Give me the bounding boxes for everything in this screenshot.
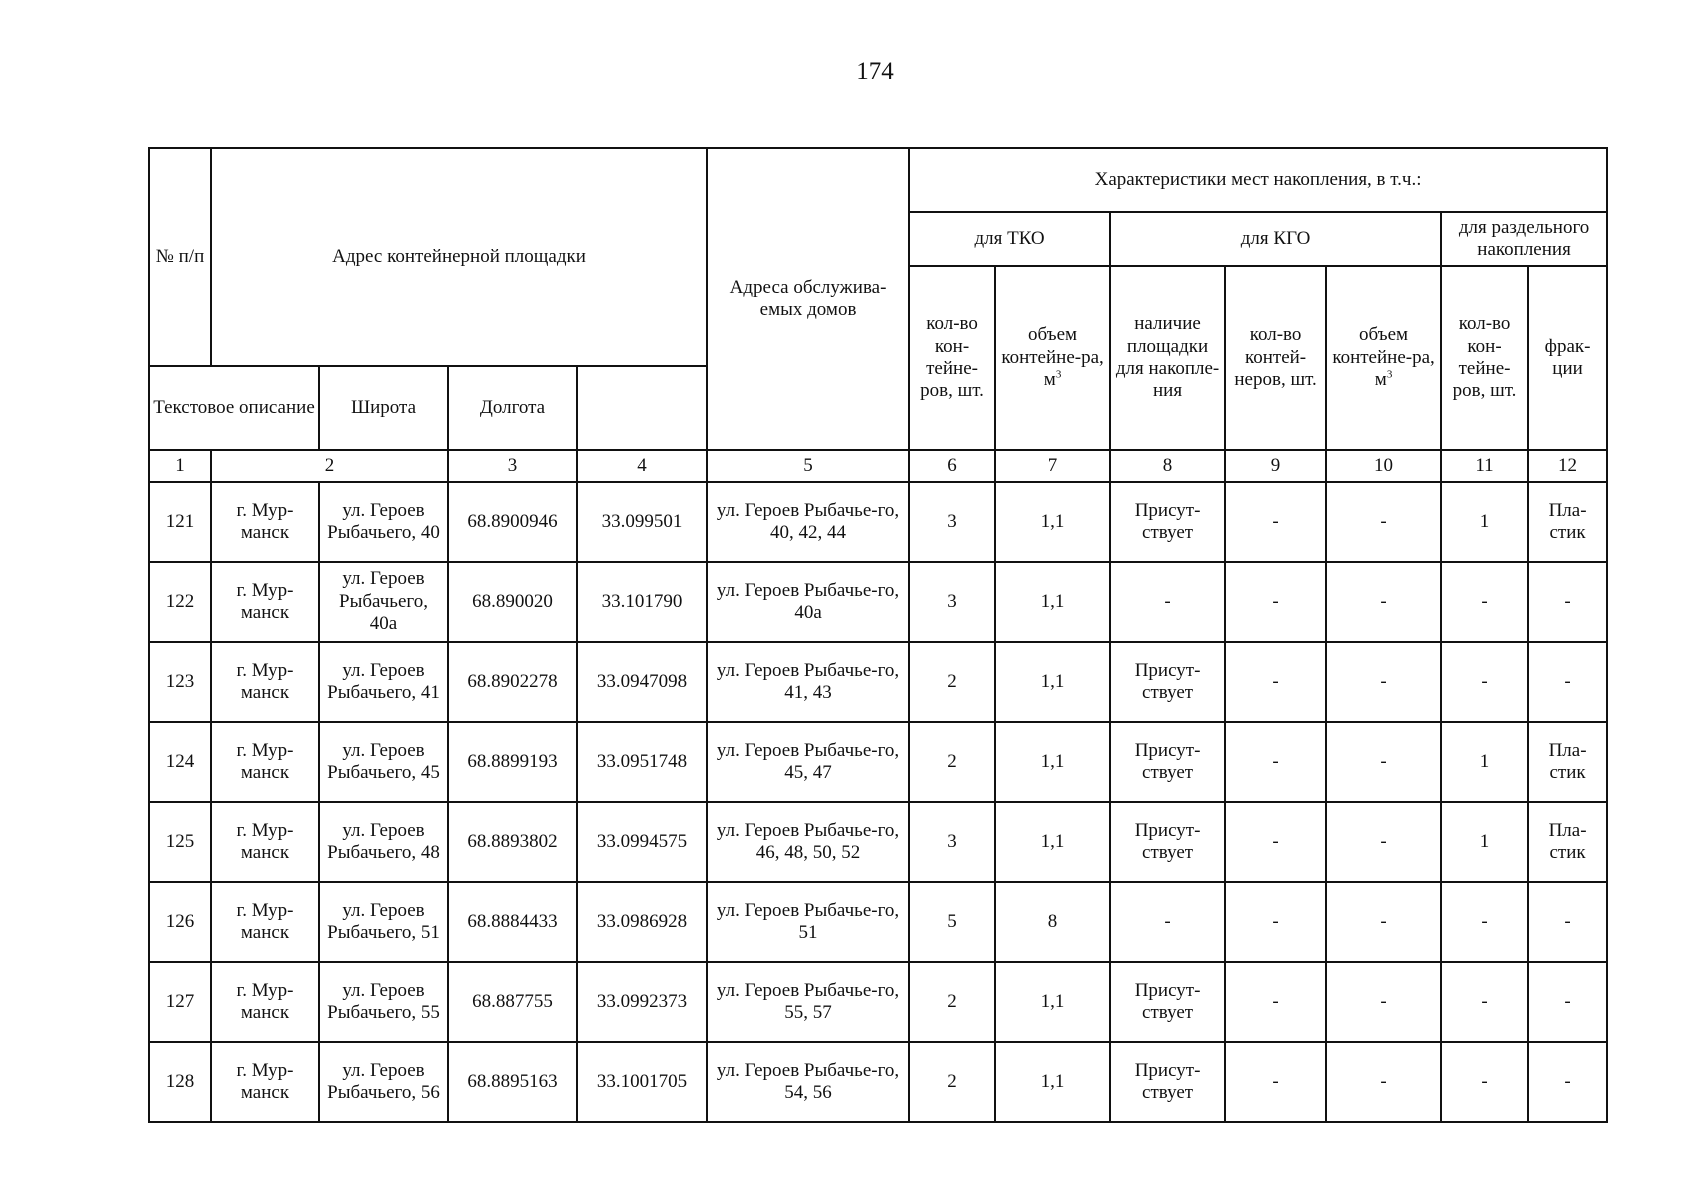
cell-sep-count: 1 <box>1441 722 1528 802</box>
cell-kgo-volume: - <box>1326 562 1441 642</box>
column-numbers-row <box>149 450 1607 482</box>
cell-sep-count: 1 <box>1441 482 1528 562</box>
cell-kgo-count: - <box>1225 1042 1326 1122</box>
cell-kgo-site: Присут-ствует <box>1110 482 1225 562</box>
header-served-houses: Адреса обслужива-емых домов <box>707 148 909 450</box>
cell-sep-count: - <box>1441 642 1528 722</box>
cell-latitude: 68.8884433 <box>448 882 577 962</box>
cell-tko-count: 2 <box>909 642 995 722</box>
table-body <box>149 482 1607 1122</box>
column-number: 5 <box>707 450 909 482</box>
cell-street: ул. Героев Рыбачьего, 41 <box>319 642 448 722</box>
table-row <box>149 482 1607 562</box>
cell-longitude: 33.0986928 <box>577 882 707 962</box>
table-row <box>149 962 1607 1042</box>
cell-street: ул. Героев Рыбачьего, 40а <box>319 562 448 642</box>
header-kgo-site: наличие площадки для накопле-ния <box>1110 266 1225 450</box>
cell-latitude: 68.8899193 <box>448 722 577 802</box>
cell-latitude: 68.890020 <box>448 562 577 642</box>
cell-kgo-count: - <box>1225 642 1326 722</box>
cell-kgo-count: - <box>1225 882 1326 962</box>
cell-street: ул. Героев Рыбачьего, 55 <box>319 962 448 1042</box>
cell-kgo-site: Присут-ствует <box>1110 642 1225 722</box>
column-number: 10 <box>1326 450 1441 482</box>
cell-sep-count: - <box>1441 1042 1528 1122</box>
cell-num: 122 <box>149 562 211 642</box>
cell-kgo-count: - <box>1225 962 1326 1042</box>
cell-city: г. Мур-манск <box>211 802 319 882</box>
cell-latitude: 68.8902278 <box>448 642 577 722</box>
cell-street: ул. Героев Рыбачьего, 45 <box>319 722 448 802</box>
cell-kgo-volume: - <box>1326 1042 1441 1122</box>
cell-tko-count: 2 <box>909 722 995 802</box>
column-number: 7 <box>995 450 1110 482</box>
header-kgo-group: для КГО <box>1110 212 1441 266</box>
cell-num: 124 <box>149 722 211 802</box>
cell-street: ул. Героев Рыбачьего, 48 <box>319 802 448 882</box>
cell-city: г. Мур-манск <box>211 1042 319 1122</box>
cell-sep-count: 1 <box>1441 802 1528 882</box>
cell-served-houses: ул. Героев Рыбачье-го, 40, 42, 44 <box>707 482 909 562</box>
cell-tko-volume: 1,1 <box>995 1042 1110 1122</box>
cell-served-houses: ул. Героев Рыбачье-го, 54, 56 <box>707 1042 909 1122</box>
column-number: 6 <box>909 450 995 482</box>
cell-kgo-count: - <box>1225 482 1326 562</box>
cell-num: 126 <box>149 882 211 962</box>
cell-longitude: 33.0947098 <box>577 642 707 722</box>
table-row <box>149 882 1607 962</box>
cell-sep-count: - <box>1441 562 1528 642</box>
cell-tko-volume: 1,1 <box>995 562 1110 642</box>
cell-tko-volume: 1,1 <box>995 482 1110 562</box>
cell-tko-count: 3 <box>909 562 995 642</box>
cell-kgo-site: Присут-ствует <box>1110 722 1225 802</box>
cell-num: 125 <box>149 802 211 882</box>
column-number: 8 <box>1110 450 1225 482</box>
header-sep-count: кол-во кон-тейне-ров, шт. <box>1441 266 1528 450</box>
cell-kgo-site: Присут-ствует <box>1110 802 1225 882</box>
table-row <box>149 562 1607 642</box>
cell-longitude: 33.0951748 <box>577 722 707 802</box>
table-header <box>149 148 1607 482</box>
cell-sep-fraction: - <box>1528 562 1607 642</box>
header-tko-group: для ТКО <box>909 212 1110 266</box>
cell-kgo-volume: - <box>1326 482 1441 562</box>
cube-superscript: 3 <box>1386 368 1393 381</box>
column-number: 11 <box>1441 450 1528 482</box>
cell-latitude: 68.8900946 <box>448 482 577 562</box>
cube-superscript: 3 <box>1055 368 1062 381</box>
cell-served-houses: ул. Героев Рыбачье-го, 45, 47 <box>707 722 909 802</box>
cell-kgo-volume: - <box>1326 962 1441 1042</box>
header-characteristics: Характеристики мест накопления, в т.ч.: <box>909 148 1607 212</box>
header-address-group: Адрес контейнерной площадки <box>211 148 707 366</box>
cell-tko-count: 3 <box>909 802 995 882</box>
cell-sep-fraction: - <box>1528 1042 1607 1122</box>
cell-kgo-site: Присут-ствует <box>1110 1042 1225 1122</box>
cell-longitude: 33.1001705 <box>577 1042 707 1122</box>
cell-street: ул. Героев Рыбачьего, 51 <box>319 882 448 962</box>
header-separate-group: для раздельного накопления <box>1441 212 1607 266</box>
cell-city: г. Мур-манск <box>211 962 319 1042</box>
cell-served-houses: ул. Героев Рыбачье-го, 46, 48, 50, 52 <box>707 802 909 882</box>
cell-kgo-count: - <box>1225 802 1326 882</box>
cell-longitude: 33.099501 <box>577 482 707 562</box>
column-number: 1 <box>149 450 211 482</box>
column-number: 2 <box>211 450 448 482</box>
cell-longitude: 33.101790 <box>577 562 707 642</box>
cell-num: 121 <box>149 482 211 562</box>
cell-sep-count: - <box>1441 962 1528 1042</box>
table-row <box>149 1042 1607 1122</box>
cell-sep-fraction: - <box>1528 642 1607 722</box>
cell-tko-volume: 1,1 <box>995 802 1110 882</box>
cell-longitude: 33.0992373 <box>577 962 707 1042</box>
header-latitude: Широта <box>319 366 448 450</box>
cell-sep-fraction: Пла-стик <box>1528 722 1607 802</box>
cell-latitude: 68.8895163 <box>448 1042 577 1122</box>
column-number: 12 <box>1528 450 1607 482</box>
cell-kgo-volume: - <box>1326 802 1441 882</box>
header-text-description: Текстовое описание <box>149 366 319 450</box>
cell-kgo-site: - <box>1110 882 1225 962</box>
cell-street: ул. Героев Рыбачьего, 40 <box>319 482 448 562</box>
cell-latitude: 68.887755 <box>448 962 577 1042</box>
cell-sep-count: - <box>1441 882 1528 962</box>
cell-sep-fraction: - <box>1528 882 1607 962</box>
cell-longitude: 33.0994575 <box>577 802 707 882</box>
cell-kgo-count: - <box>1225 562 1326 642</box>
cell-street: ул. Героев Рыбачьего, 56 <box>319 1042 448 1122</box>
table-row <box>149 802 1607 882</box>
cell-num: 128 <box>149 1042 211 1122</box>
cell-city: г. Мур-манск <box>211 882 319 962</box>
header-sep-fractions: фрак-ции <box>1528 266 1607 450</box>
header-kgo-volume: объем контейне-ра, $м^3$ <box>1326 266 1441 450</box>
column-number: 9 <box>1225 450 1326 482</box>
table-row <box>149 642 1607 722</box>
header-num: № п/п <box>149 148 211 366</box>
header-tko-count: кол-во кон-тейне-ров, шт. <box>909 266 995 450</box>
header-tko-volume: объем контейне-ра, $м^3$ <box>995 266 1110 450</box>
cell-sep-fraction: Пла-стик <box>1528 802 1607 882</box>
table-row <box>149 722 1607 802</box>
cell-tko-volume: 8 <box>995 882 1110 962</box>
cell-sep-fraction: - <box>1528 962 1607 1042</box>
cell-city: г. Мур-манск <box>211 722 319 802</box>
cell-served-houses: ул. Героев Рыбачье-го, 40а <box>707 562 909 642</box>
column-number: 4 <box>577 450 707 482</box>
cell-served-houses: ул. Героев Рыбачье-го, 55, 57 <box>707 962 909 1042</box>
cell-tko-count: 5 <box>909 882 995 962</box>
cell-tko-volume: 1,1 <box>995 722 1110 802</box>
cell-kgo-site: - <box>1110 562 1225 642</box>
header-kgo-count: кол-во контей-неров, шт. <box>1225 266 1326 450</box>
cell-num: 127 <box>149 962 211 1042</box>
cell-kgo-volume: - <box>1326 642 1441 722</box>
cell-kgo-volume: - <box>1326 722 1441 802</box>
header-longitude: Долгота <box>448 366 577 450</box>
cell-city: г. Мур-манск <box>211 482 319 562</box>
cell-served-houses: ул. Героев Рыбачье-го, 51 <box>707 882 909 962</box>
cell-tko-count: 2 <box>909 1042 995 1122</box>
cell-city: г. Мур-манск <box>211 642 319 722</box>
cell-latitude: 68.8893802 <box>448 802 577 882</box>
column-number: 3 <box>448 450 577 482</box>
cell-tko-volume: 1,1 <box>995 962 1110 1042</box>
cell-sep-fraction: Пла-стик <box>1528 482 1607 562</box>
cell-tko-count: 2 <box>909 962 995 1042</box>
cell-served-houses: ул. Героев Рыбачье-го, 41, 43 <box>707 642 909 722</box>
cell-kgo-volume: - <box>1326 882 1441 962</box>
cell-kgo-count: - <box>1225 722 1326 802</box>
cell-city: г. Мур-манск <box>211 562 319 642</box>
cell-tko-count: 3 <box>909 482 995 562</box>
cell-num: 123 <box>149 642 211 722</box>
cell-tko-volume: 1,1 <box>995 642 1110 722</box>
container-sites-table <box>148 147 1608 1123</box>
page-number: 174 <box>856 58 894 85</box>
cell-kgo-site: Присут-ствует <box>1110 962 1225 1042</box>
